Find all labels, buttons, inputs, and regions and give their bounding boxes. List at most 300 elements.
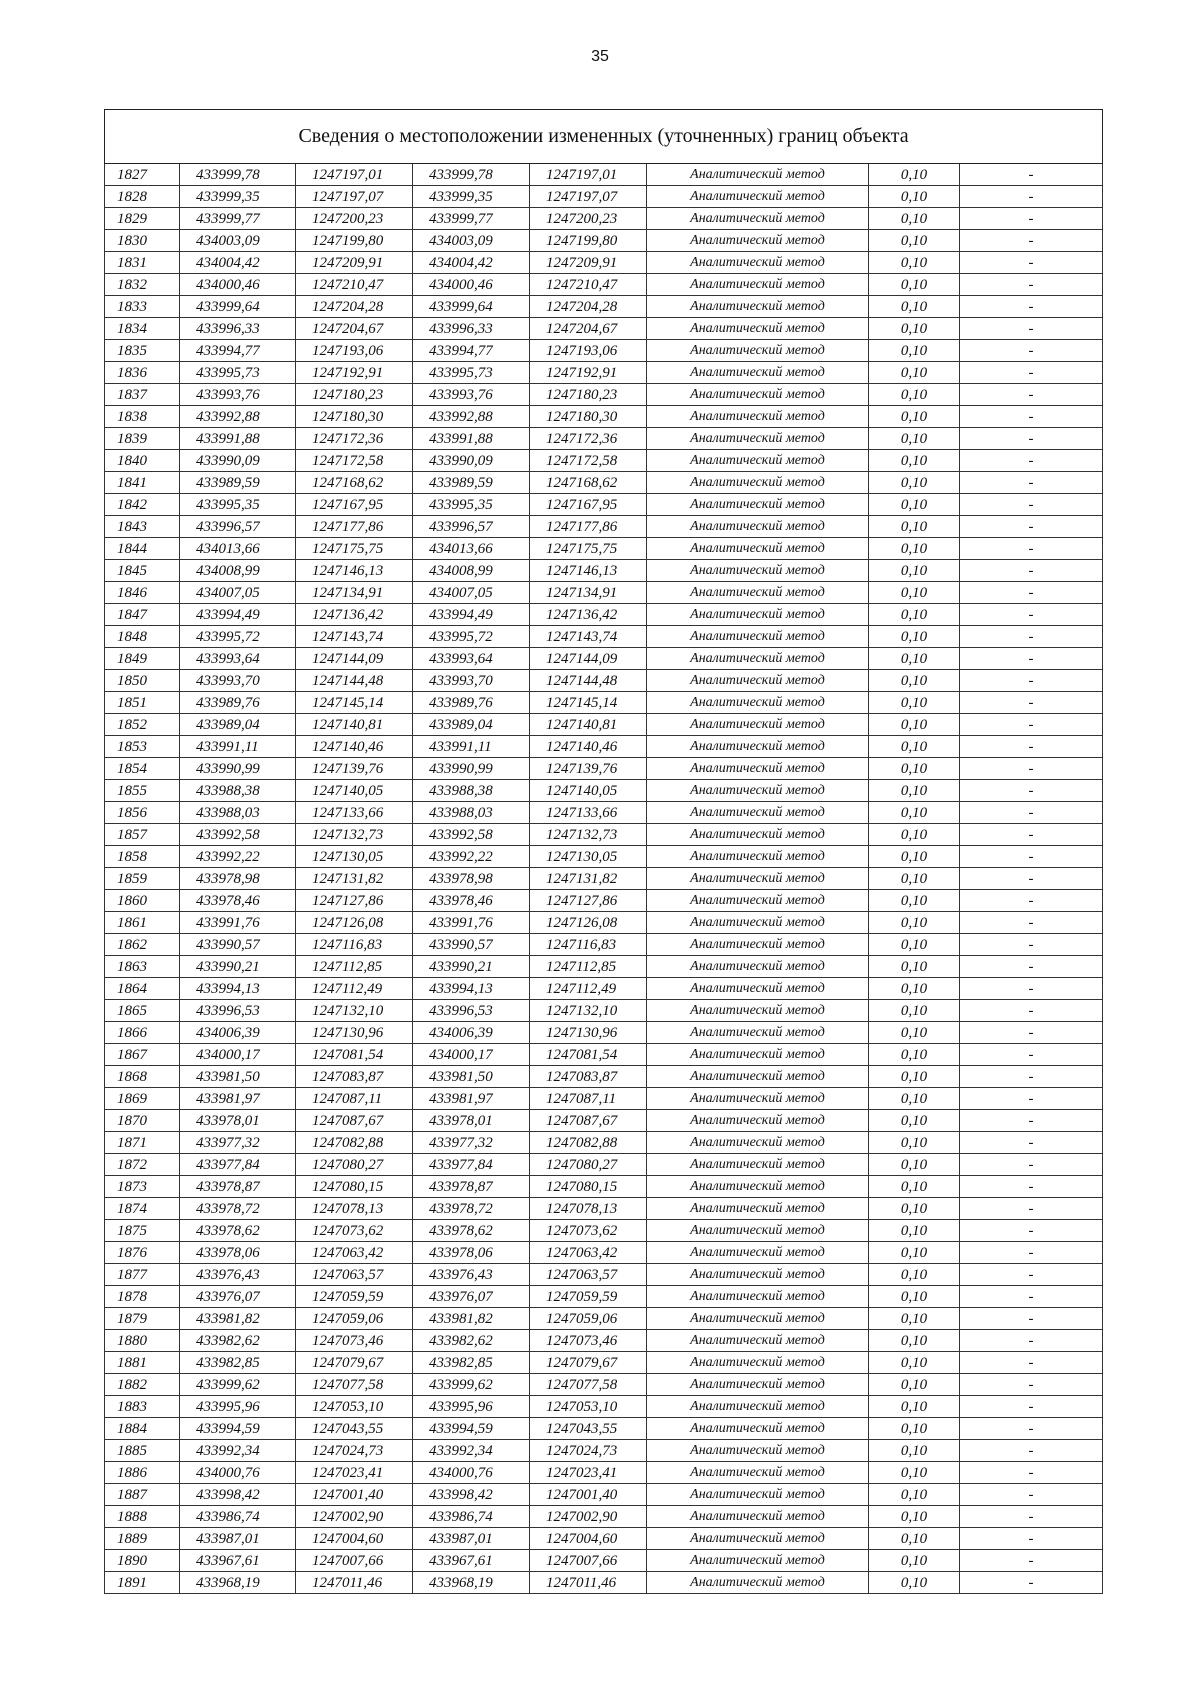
point-number-cell: 1836 [105, 362, 180, 384]
y-old-cell: 1247172,36 [296, 428, 413, 450]
x-old-cell: 433976,43 [180, 1264, 296, 1286]
y-new-cell: 1247073,62 [530, 1220, 647, 1242]
table-row [105, 340, 1103, 362]
x-new-cell: 433978,01 [413, 1110, 530, 1132]
y-new-cell: 1247197,07 [530, 186, 647, 208]
y-old-cell: 1247210,47 [296, 274, 413, 296]
x-new-cell: 434000,76 [413, 1462, 530, 1484]
precision-cell: 0,10 [869, 1220, 960, 1242]
x-old-cell: 433978,46 [180, 890, 296, 912]
x-old-cell: 434000,76 [180, 1462, 296, 1484]
x-old-cell: 433978,62 [180, 1220, 296, 1242]
precision-cell: 0,10 [869, 164, 960, 186]
y-old-cell: 1247209,91 [296, 252, 413, 274]
precision-cell: 0,10 [869, 450, 960, 472]
x-new-cell: 433999,64 [413, 296, 530, 318]
note-cell: - [960, 1528, 1103, 1550]
y-new-cell: 1247175,75 [530, 538, 647, 560]
note-cell: - [960, 1242, 1103, 1264]
method-cell: Аналитический метод [647, 1396, 869, 1418]
table-row [105, 1176, 1103, 1198]
y-new-cell: 1247193,06 [530, 340, 647, 362]
table-row [105, 582, 1103, 604]
y-new-cell: 1247073,46 [530, 1330, 647, 1352]
method-cell: Аналитический метод [647, 1572, 869, 1594]
point-number-cell: 1827 [105, 164, 180, 186]
note-cell: - [960, 648, 1103, 670]
method-cell: Аналитический метод [647, 626, 869, 648]
y-new-cell: 1247080,15 [530, 1176, 647, 1198]
note-cell: - [960, 868, 1103, 890]
note-cell: - [960, 758, 1103, 780]
table-row [105, 1088, 1103, 1110]
table-row [105, 692, 1103, 714]
x-new-cell: 433977,84 [413, 1154, 530, 1176]
precision-cell: 0,10 [869, 1418, 960, 1440]
y-old-cell: 1247024,73 [296, 1440, 413, 1462]
note-cell: - [960, 604, 1103, 626]
note-cell: - [960, 1088, 1103, 1110]
x-old-cell: 433990,21 [180, 956, 296, 978]
precision-cell: 0,10 [869, 252, 960, 274]
x-new-cell: 433996,33 [413, 318, 530, 340]
note-cell: - [960, 1044, 1103, 1066]
point-number-cell: 1855 [105, 780, 180, 802]
method-cell: Аналитический метод [647, 1506, 869, 1528]
y-old-cell: 1247145,14 [296, 692, 413, 714]
point-number-cell: 1856 [105, 802, 180, 824]
note-cell: - [960, 582, 1103, 604]
x-new-cell: 433986,74 [413, 1506, 530, 1528]
y-new-cell: 1247132,10 [530, 1000, 647, 1022]
y-old-cell: 1247130,96 [296, 1022, 413, 1044]
x-old-cell: 433989,59 [180, 472, 296, 494]
x-new-cell: 433981,82 [413, 1308, 530, 1330]
y-new-cell: 1247145,14 [530, 692, 647, 714]
x-new-cell: 433978,46 [413, 890, 530, 912]
y-old-cell: 1247197,01 [296, 164, 413, 186]
y-new-cell: 1247210,47 [530, 274, 647, 296]
method-cell: Аналитический метод [647, 758, 869, 780]
x-new-cell: 433989,04 [413, 714, 530, 736]
x-old-cell: 433992,58 [180, 824, 296, 846]
precision-cell: 0,10 [869, 428, 960, 450]
precision-cell: 0,10 [869, 1198, 960, 1220]
y-new-cell: 1247144,09 [530, 648, 647, 670]
method-cell: Аналитический метод [647, 1198, 869, 1220]
precision-cell: 0,10 [869, 1308, 960, 1330]
table-row [105, 1286, 1103, 1308]
y-old-cell: 1247192,91 [296, 362, 413, 384]
method-cell: Аналитический метод [647, 1242, 869, 1264]
x-new-cell: 433996,57 [413, 516, 530, 538]
x-old-cell: 433995,73 [180, 362, 296, 384]
table-row [105, 428, 1103, 450]
table-row [105, 1000, 1103, 1022]
note-cell: - [960, 1462, 1103, 1484]
y-old-cell: 1247082,88 [296, 1132, 413, 1154]
table-row [105, 1264, 1103, 1286]
precision-cell: 0,10 [869, 274, 960, 296]
method-cell: Аналитический метод [647, 384, 869, 406]
method-cell: Аналитический метод [647, 1374, 869, 1396]
y-new-cell: 1247172,58 [530, 450, 647, 472]
note-cell: - [960, 296, 1103, 318]
table-row [105, 1484, 1103, 1506]
table-row [105, 824, 1103, 846]
note-cell: - [960, 1066, 1103, 1088]
note-cell: - [960, 780, 1103, 802]
y-new-cell: 1247204,67 [530, 318, 647, 340]
method-cell: Аналитический метод [647, 406, 869, 428]
table-row [105, 934, 1103, 956]
point-number-cell: 1834 [105, 318, 180, 340]
precision-cell: 0,10 [869, 846, 960, 868]
y-old-cell: 1247126,08 [296, 912, 413, 934]
method-cell: Аналитический метод [647, 296, 869, 318]
x-old-cell: 433992,34 [180, 1440, 296, 1462]
y-old-cell: 1247083,87 [296, 1066, 413, 1088]
precision-cell: 0,10 [869, 670, 960, 692]
precision-cell: 0,10 [869, 912, 960, 934]
table-row [105, 1154, 1103, 1176]
x-old-cell: 433995,72 [180, 626, 296, 648]
x-new-cell: 433994,49 [413, 604, 530, 626]
method-cell: Аналитический метод [647, 1264, 869, 1286]
note-cell: - [960, 978, 1103, 1000]
note-cell: - [960, 538, 1103, 560]
point-number-cell: 1867 [105, 1044, 180, 1066]
method-cell: Аналитический метод [647, 208, 869, 230]
x-old-cell: 434000,17 [180, 1044, 296, 1066]
y-old-cell: 1247177,86 [296, 516, 413, 538]
x-new-cell: 433994,77 [413, 340, 530, 362]
point-number-cell: 1860 [105, 890, 180, 912]
x-old-cell: 433988,38 [180, 780, 296, 802]
precision-cell: 0,10 [869, 230, 960, 252]
table-row [105, 1374, 1103, 1396]
table-row [105, 208, 1103, 230]
note-cell: - [960, 1550, 1103, 1572]
point-number-cell: 1857 [105, 824, 180, 846]
method-cell: Аналитический метод [647, 582, 869, 604]
x-old-cell: 434013,66 [180, 538, 296, 560]
precision-cell: 0,10 [869, 318, 960, 340]
table-row [105, 538, 1103, 560]
y-new-cell: 1247023,41 [530, 1462, 647, 1484]
x-old-cell: 434006,39 [180, 1022, 296, 1044]
point-number-cell: 1872 [105, 1154, 180, 1176]
x-new-cell: 434003,09 [413, 230, 530, 252]
note-cell: - [960, 362, 1103, 384]
x-old-cell: 433994,59 [180, 1418, 296, 1440]
x-new-cell: 433992,34 [413, 1440, 530, 1462]
precision-cell: 0,10 [869, 648, 960, 670]
precision-cell: 0,10 [869, 1352, 960, 1374]
y-new-cell: 1247134,91 [530, 582, 647, 604]
x-old-cell: 433993,70 [180, 670, 296, 692]
y-old-cell: 1247140,05 [296, 780, 413, 802]
point-number-cell: 1881 [105, 1352, 180, 1374]
note-cell: - [960, 912, 1103, 934]
note-cell: - [960, 890, 1103, 912]
x-new-cell: 434013,66 [413, 538, 530, 560]
x-old-cell: 433978,87 [180, 1176, 296, 1198]
y-new-cell: 1247059,59 [530, 1286, 647, 1308]
x-old-cell: 433996,57 [180, 516, 296, 538]
x-new-cell: 433978,62 [413, 1220, 530, 1242]
point-number-cell: 1879 [105, 1308, 180, 1330]
y-old-cell: 1247079,67 [296, 1352, 413, 1374]
y-old-cell: 1247080,27 [296, 1154, 413, 1176]
x-new-cell: 433968,19 [413, 1572, 530, 1594]
method-cell: Аналитический метод [647, 1220, 869, 1242]
table-row [105, 626, 1103, 648]
y-old-cell: 1247132,10 [296, 1000, 413, 1022]
point-number-cell: 1850 [105, 670, 180, 692]
x-old-cell: 433999,64 [180, 296, 296, 318]
table-row [105, 560, 1103, 582]
x-old-cell: 433977,32 [180, 1132, 296, 1154]
note-cell: - [960, 428, 1103, 450]
point-number-cell: 1870 [105, 1110, 180, 1132]
point-number-cell: 1839 [105, 428, 180, 450]
point-number-cell: 1840 [105, 450, 180, 472]
x-old-cell: 433994,13 [180, 978, 296, 1000]
note-cell: - [960, 1220, 1103, 1242]
note-cell: - [960, 1352, 1103, 1374]
point-number-cell: 1868 [105, 1066, 180, 1088]
method-cell: Аналитический метод [647, 868, 869, 890]
x-old-cell: 433995,96 [180, 1396, 296, 1418]
precision-cell: 0,10 [869, 758, 960, 780]
x-new-cell: 433987,01 [413, 1528, 530, 1550]
x-new-cell: 433998,42 [413, 1484, 530, 1506]
x-new-cell: 433992,22 [413, 846, 530, 868]
table-row [105, 450, 1103, 472]
precision-cell: 0,10 [869, 1286, 960, 1308]
table-row [105, 362, 1103, 384]
method-cell: Аналитический метод [647, 230, 869, 252]
table-row [105, 494, 1103, 516]
x-new-cell: 433995,73 [413, 362, 530, 384]
note-cell: - [960, 692, 1103, 714]
table-row [105, 1110, 1103, 1132]
y-new-cell: 1247078,13 [530, 1198, 647, 1220]
y-old-cell: 1247011,46 [296, 1572, 413, 1594]
y-new-cell: 1247131,82 [530, 868, 647, 890]
table-row [105, 1572, 1103, 1594]
point-number-cell: 1832 [105, 274, 180, 296]
y-old-cell: 1247197,07 [296, 186, 413, 208]
table-row [105, 1220, 1103, 1242]
method-cell: Аналитический метод [647, 802, 869, 824]
table-row [105, 780, 1103, 802]
x-new-cell: 433994,13 [413, 978, 530, 1000]
method-cell: Аналитический метод [647, 1066, 869, 1088]
method-cell: Аналитический метод [647, 1088, 869, 1110]
precision-cell: 0,10 [869, 1066, 960, 1088]
y-new-cell: 1247087,67 [530, 1110, 647, 1132]
y-new-cell: 1247180,30 [530, 406, 647, 428]
point-number-cell: 1877 [105, 1264, 180, 1286]
y-old-cell: 1247080,15 [296, 1176, 413, 1198]
y-old-cell: 1247112,49 [296, 978, 413, 1000]
table-row [105, 714, 1103, 736]
y-old-cell: 1247053,10 [296, 1396, 413, 1418]
precision-cell: 0,10 [869, 1000, 960, 1022]
x-new-cell: 433967,61 [413, 1550, 530, 1572]
precision-cell: 0,10 [869, 296, 960, 318]
point-number-cell: 1831 [105, 252, 180, 274]
point-number-cell: 1846 [105, 582, 180, 604]
precision-cell: 0,10 [869, 736, 960, 758]
method-cell: Аналитический метод [647, 274, 869, 296]
y-old-cell: 1247078,13 [296, 1198, 413, 1220]
point-number-cell: 1835 [105, 340, 180, 362]
note-cell: - [960, 406, 1103, 428]
note-cell: - [960, 1418, 1103, 1440]
x-new-cell: 433978,98 [413, 868, 530, 890]
note-cell: - [960, 1000, 1103, 1022]
y-new-cell: 1247063,42 [530, 1242, 647, 1264]
x-new-cell: 433992,88 [413, 406, 530, 428]
point-number-cell: 1878 [105, 1286, 180, 1308]
y-new-cell: 1247200,23 [530, 208, 647, 230]
y-old-cell: 1247172,58 [296, 450, 413, 472]
x-new-cell: 434007,05 [413, 582, 530, 604]
table-row [105, 1242, 1103, 1264]
precision-cell: 0,10 [869, 560, 960, 582]
x-new-cell: 434006,39 [413, 1022, 530, 1044]
table-row [105, 1462, 1103, 1484]
y-old-cell: 1247073,46 [296, 1330, 413, 1352]
y-old-cell: 1247087,11 [296, 1088, 413, 1110]
table-row [105, 384, 1103, 406]
x-old-cell: 433995,35 [180, 494, 296, 516]
method-cell: Аналитический метод [647, 1044, 869, 1066]
precision-cell: 0,10 [869, 384, 960, 406]
y-old-cell: 1247007,66 [296, 1550, 413, 1572]
method-cell: Аналитический метод [647, 1440, 869, 1462]
x-new-cell: 433999,77 [413, 208, 530, 230]
note-cell: - [960, 186, 1103, 208]
precision-cell: 0,10 [869, 780, 960, 802]
table-row [105, 1022, 1103, 1044]
method-cell: Аналитический метод [647, 494, 869, 516]
table-row [105, 1396, 1103, 1418]
x-new-cell: 433978,87 [413, 1176, 530, 1198]
note-cell: - [960, 1330, 1103, 1352]
y-new-cell: 1247140,81 [530, 714, 647, 736]
table-row [105, 1308, 1103, 1330]
y-old-cell: 1247116,83 [296, 934, 413, 956]
precision-cell: 0,10 [869, 1572, 960, 1594]
x-new-cell: 433996,53 [413, 1000, 530, 1022]
precision-cell: 0,10 [869, 1242, 960, 1264]
y-new-cell: 1247112,85 [530, 956, 647, 978]
table-row [105, 1418, 1103, 1440]
y-new-cell: 1247082,88 [530, 1132, 647, 1154]
method-cell: Аналитический метод [647, 1550, 869, 1572]
y-new-cell: 1247139,76 [530, 758, 647, 780]
x-old-cell: 433990,99 [180, 758, 296, 780]
x-new-cell: 433981,50 [413, 1066, 530, 1088]
table-header-row [105, 110, 1103, 164]
x-old-cell: 434008,99 [180, 560, 296, 582]
note-cell: - [960, 736, 1103, 758]
y-new-cell: 1247011,46 [530, 1572, 647, 1594]
y-old-cell: 1247001,40 [296, 1484, 413, 1506]
table-row [105, 648, 1103, 670]
method-cell: Аналитический метод [647, 428, 869, 450]
x-old-cell: 433978,01 [180, 1110, 296, 1132]
y-new-cell: 1247167,95 [530, 494, 647, 516]
table-row [105, 164, 1103, 186]
x-new-cell: 433999,35 [413, 186, 530, 208]
precision-cell: 0,10 [869, 516, 960, 538]
y-old-cell: 1247144,48 [296, 670, 413, 692]
y-new-cell: 1247180,23 [530, 384, 647, 406]
y-old-cell: 1247143,74 [296, 626, 413, 648]
x-old-cell: 433996,33 [180, 318, 296, 340]
table-row [105, 1550, 1103, 1572]
precision-cell: 0,10 [869, 1264, 960, 1286]
y-old-cell: 1247023,41 [296, 1462, 413, 1484]
x-old-cell: 433982,85 [180, 1352, 296, 1374]
table-row [105, 252, 1103, 274]
note-cell: - [960, 956, 1103, 978]
note-cell: - [960, 450, 1103, 472]
y-old-cell: 1247168,62 [296, 472, 413, 494]
y-new-cell: 1247007,66 [530, 1550, 647, 1572]
table-row [105, 318, 1103, 340]
precision-cell: 0,10 [869, 692, 960, 714]
method-cell: Аналитический метод [647, 1022, 869, 1044]
x-old-cell: 434007,05 [180, 582, 296, 604]
method-cell: Аналитический метод [647, 516, 869, 538]
y-new-cell: 1247140,46 [530, 736, 647, 758]
precision-cell: 0,10 [869, 582, 960, 604]
method-cell: Аналитический метод [647, 1462, 869, 1484]
method-cell: Аналитический метод [647, 164, 869, 186]
x-old-cell: 433986,74 [180, 1506, 296, 1528]
method-cell: Аналитический метод [647, 538, 869, 560]
x-new-cell: 433981,97 [413, 1088, 530, 1110]
table-row [105, 1528, 1103, 1550]
y-old-cell: 1247204,28 [296, 296, 413, 318]
x-new-cell: 433993,76 [413, 384, 530, 406]
note-cell: - [960, 1132, 1103, 1154]
point-number-cell: 1863 [105, 956, 180, 978]
y-new-cell: 1247087,11 [530, 1088, 647, 1110]
y-new-cell: 1247083,87 [530, 1066, 647, 1088]
x-new-cell: 433990,09 [413, 450, 530, 472]
point-number-cell: 1882 [105, 1374, 180, 1396]
note-cell: - [960, 1396, 1103, 1418]
x-old-cell: 433991,11 [180, 736, 296, 758]
note-cell: - [960, 1374, 1103, 1396]
method-cell: Аналитический метод [647, 1286, 869, 1308]
point-number-cell: 1843 [105, 516, 180, 538]
point-number-cell: 1886 [105, 1462, 180, 1484]
precision-cell: 0,10 [869, 1088, 960, 1110]
x-old-cell: 433999,78 [180, 164, 296, 186]
note-cell: - [960, 472, 1103, 494]
x-old-cell: 433981,50 [180, 1066, 296, 1088]
precision-cell: 0,10 [869, 802, 960, 824]
precision-cell: 0,10 [869, 362, 960, 384]
